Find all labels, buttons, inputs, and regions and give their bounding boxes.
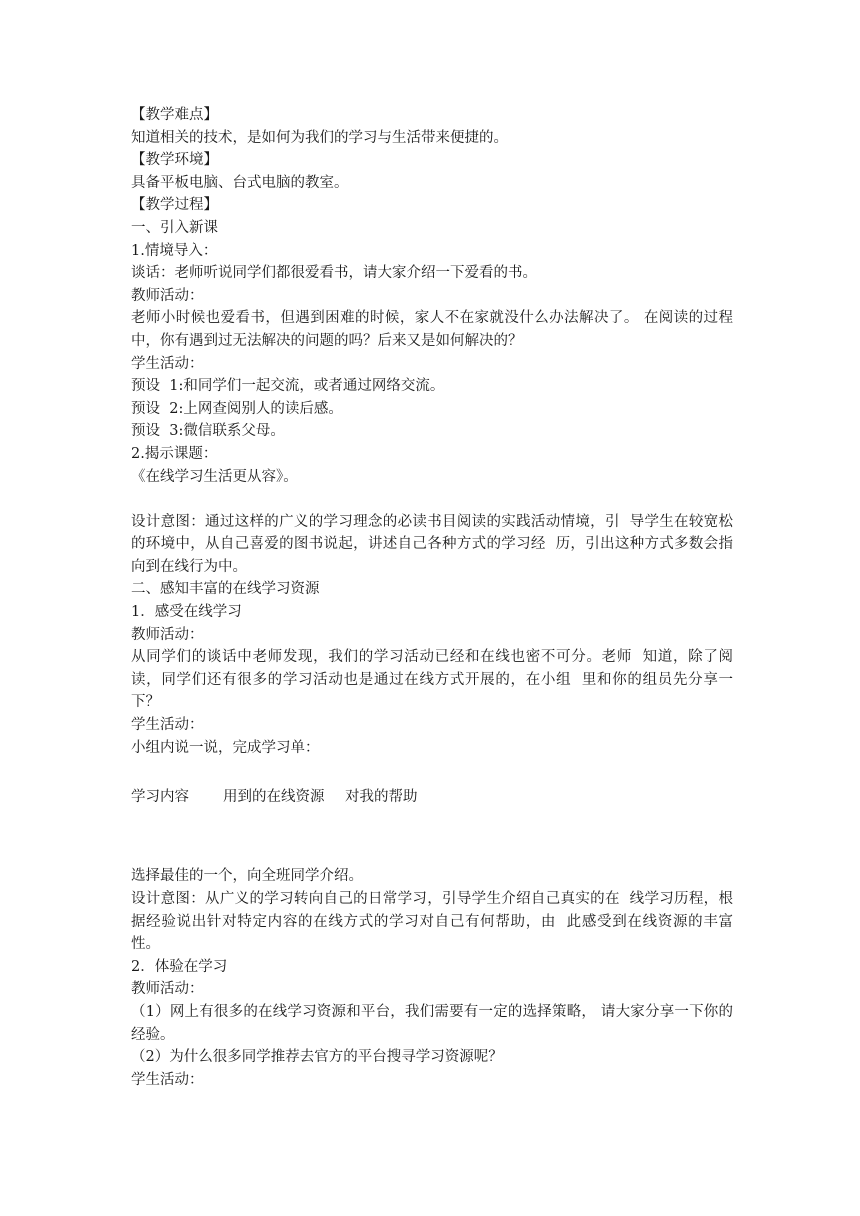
- text-line: 知道相关的技术，是如何为我们的学习与生活带来便捷的。: [131, 129, 508, 146]
- paragraph: 从同学们的谈话中老师发现，我们的学习活动已经和在线也密不可分。老师 知道，除了阅读，同学们还有很多的学习活动也是通过在线方式开展的，在小组 里和你的组员先分享一下？: [131, 649, 733, 711]
- numbered-item: （1）网上有很多的在线学习资源和平台，我们需要有一定的选择策略， 请大家分享一下你的经验。: [131, 1003, 733, 1043]
- table-header-cell: 学习内容: [131, 788, 189, 805]
- label-teacher-activity: 教师活动：: [131, 287, 204, 304]
- table-header-cell: 用到的在线资源: [223, 788, 325, 805]
- blank-line: [131, 488, 733, 511]
- label-student-activity: 学生活动：: [131, 355, 204, 372]
- text-line: 小组内说一说，完成学习单：: [131, 739, 320, 756]
- section-heading: 一、引入新课: [131, 219, 218, 236]
- preset-item: 预设 2:上网查阅别人的读后感。: [131, 400, 343, 417]
- text-line: 具备平板电脑、台式电脑的教室。: [131, 174, 349, 191]
- preset-item: 预设 3:微信联系父母。: [131, 423, 285, 440]
- lesson-title: 《在线学习生活更从容》。: [131, 468, 298, 485]
- subsection-heading: 1.情境导入：: [131, 242, 218, 259]
- label-student-activity: 学生活动：: [131, 717, 204, 734]
- blank-line: [131, 759, 733, 782]
- heading-teaching-environment: 【教学环境】: [131, 152, 218, 169]
- label-teacher-activity: 教师活动：: [131, 626, 204, 643]
- worksheet-table-body: [131, 808, 733, 865]
- heading-teaching-process: 【教学过程】: [131, 197, 218, 214]
- preset-item: 预设 1:和同学们一起交流，或者通过网络交流。: [131, 378, 445, 395]
- worksheet-table-header: [131, 786, 733, 809]
- text-line: 谈话：老师听说同学们都很爱看书，请大家介绍一下爱看的书。: [131, 265, 537, 282]
- paragraph: 老师小时候也爱看书，但遇到困难的时候，家人不在家就没什么办法解决了。 在阅读的过程中，你有遇到过无法解决的问题的吗？后来又是如何解决的？: [131, 310, 733, 349]
- label-teacher-activity: 教师活动：: [131, 981, 204, 998]
- subsection-heading: 2．体验在学习: [131, 958, 228, 975]
- label-student-activity: 学生活动：: [131, 1071, 204, 1088]
- subsection-heading: 2.揭示课题：: [131, 445, 218, 462]
- section-heading: 二、感知丰富的在线学习资源: [131, 581, 320, 598]
- table-header-cell: 对我的帮助: [345, 788, 418, 805]
- document-body: [131, 104, 733, 1091]
- subsection-heading: 1．感受在线学习: [131, 604, 242, 621]
- design-intent-paragraph: 设计意图：从广义的学习转向自己的日常学习，引导学生介绍自己真实的在 线学习历程，根据经验说出针对特定内容的在线方式的学习对自己有何帮助，由 此感受到在线资源的丰富性。: [131, 891, 733, 953]
- text-line: 选择最佳的一个，向全班同学介绍。: [131, 868, 363, 885]
- numbered-item: （2）为什么很多同学推荐去官方的平台搜寻学习资源呢？: [131, 1049, 503, 1066]
- heading-teaching-difficulty: 【教学难点】: [131, 107, 218, 123]
- design-intent-paragraph: 设计意图：通过这样的广义的学习理念的必读书目阅读的实践活动情境，引 导学生在较宽松的环境中，从自己喜爱的图书说起，讲述自己各种方式的学习经 历，引出这种方式多数会指向到在线行为中。: [131, 513, 733, 575]
